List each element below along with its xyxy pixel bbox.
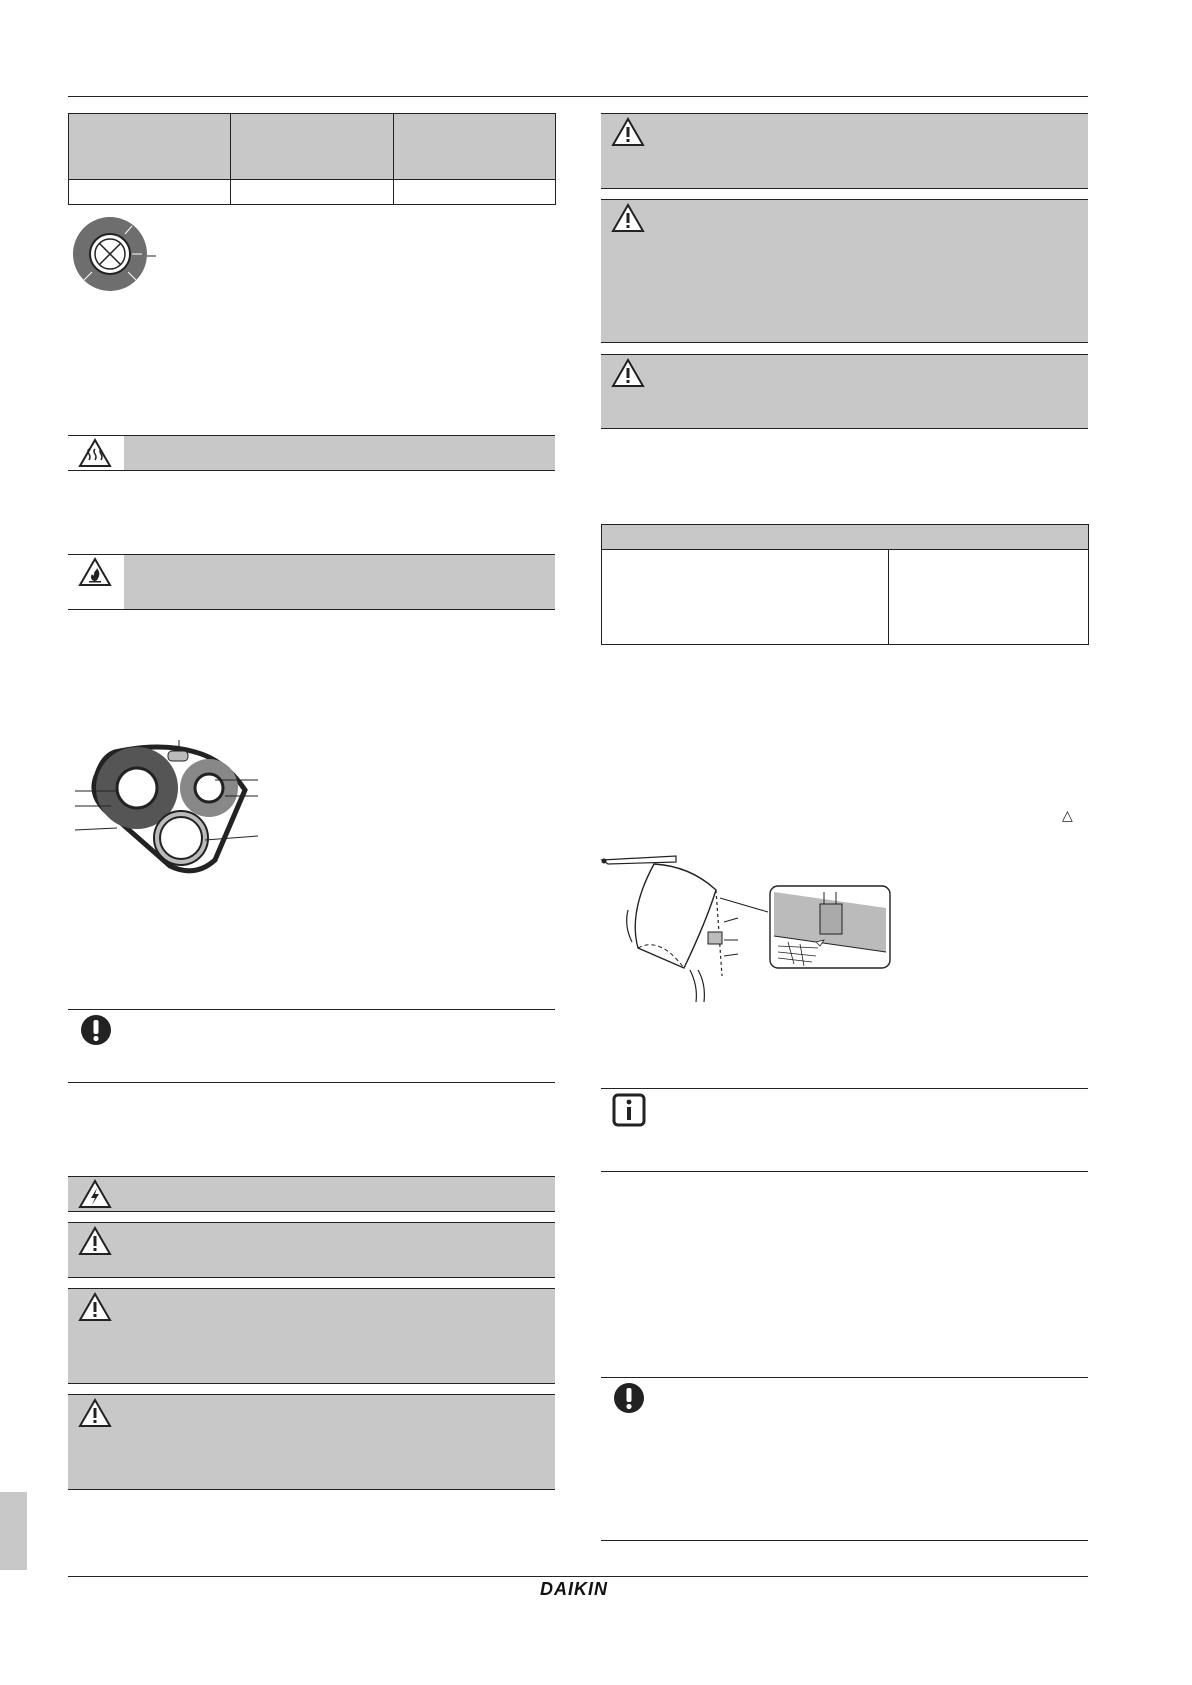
- warning-triangle-icon: [611, 203, 645, 233]
- daikin-logo: DAIKIN: [540, 1579, 608, 1599]
- spec-table-header: [68, 113, 555, 179]
- warning-triangle-icon: [78, 1398, 112, 1428]
- chapter-edge-tab: [0, 1492, 27, 1570]
- hot-surface-icon: [78, 438, 112, 468]
- footer-rule: [68, 1576, 1088, 1577]
- warning-triangle-icon: [78, 1226, 112, 1256]
- warning-triangle-icon: [611, 117, 645, 147]
- warning-triangle-icon: [78, 1292, 112, 1322]
- header-rule: [68, 96, 1088, 97]
- notice-exclamation-icon: [612, 1381, 646, 1415]
- notice-exclamation-icon: [79, 1013, 113, 1047]
- pipe-insulation-figure: [75, 740, 265, 875]
- triangle-mark: △: [1062, 808, 1073, 824]
- electric-shock-icon: [78, 1179, 112, 1209]
- right-table-header: [601, 524, 1088, 549]
- panel-installation-figure: [598, 852, 898, 1004]
- info-icon: [612, 1093, 646, 1127]
- valve-figure: [70, 212, 170, 292]
- flammable-icon: [78, 557, 112, 587]
- warning-triangle-icon: [611, 358, 645, 388]
